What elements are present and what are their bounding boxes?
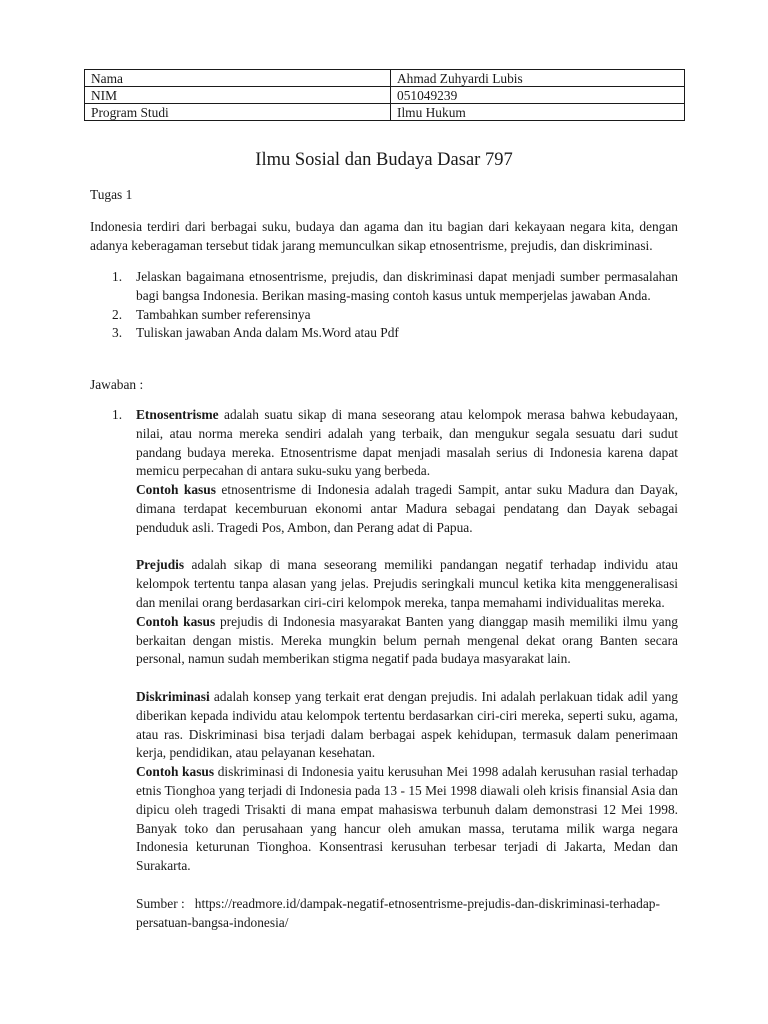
paragraph-gap	[136, 876, 678, 895]
case-label: Contoh kasus	[136, 482, 216, 498]
question-number: 2.	[112, 306, 123, 322]
student-info-table	[84, 69, 685, 121]
task-label: Tugas 1	[90, 187, 133, 202]
case-text: prejudis di Indonesia masyarakat Banten yang dianggap masih memiliki ilmu yang berkaitan dengan mistis. Mereka mungkin belum pernah mengenal dekat orang Banten secara personal, namun sudah memberikan stigma negatif pada budaya masyarakat lain.	[136, 613, 678, 667]
info-value-nim: 051049239	[391, 87, 685, 104]
diskriminasi-definition	[136, 688, 678, 763]
diskriminasi-case	[136, 763, 678, 876]
prejudis-definition	[136, 556, 678, 612]
intro-paragraph	[90, 218, 678, 256]
answer-number: 1.	[112, 407, 123, 422]
question-number: 1.	[112, 269, 123, 284]
case-label: Contoh kasus	[136, 613, 216, 629]
source-url: https://readmore.id/dampak-negatif-etnosentrisme-prejudis-dan-diskriminasi-terhadap-persatuan-bangsa-indonesia/	[136, 895, 660, 930]
term-diskriminasi: Diskriminasi	[136, 688, 210, 704]
question-list	[90, 268, 678, 343]
definition-text: adalah konsep yang terkait erat dengan prejudis. Ini adalah perlakuan tidak adil yang diberikan kepada individu atau kelompok tertentu berdasarkan ciri-ciri mereka, seperti suku, agama, atau ras. Diskriminasi bisa terjadi dalam berbagai aspek kehidupan, termasuk dalam penerimaan kerja, pendidikan, atau pelayanan kesehatan.	[136, 688, 678, 761]
prejudis-case	[136, 613, 678, 669]
info-label-nim: NIM	[85, 87, 391, 104]
question-text: Jelaskan bagaimana etnosentrisme, prejudis, dan diskriminasi dapat menjadi sumber permasalahan bagi bangsa Indonesia. Berikan masing-masing contoh kasus untuk memperjelas jawaban Anda.	[136, 269, 678, 303]
list-item	[90, 306, 678, 325]
term-etnosentrisme: Etnosentrisme	[136, 407, 219, 422]
question-text: Tuliskan jawaban Anda dalam Ms.Word atau Pdf	[136, 325, 399, 341]
list-item	[90, 268, 678, 306]
source-label: Sumber :	[136, 895, 185, 911]
source-reference	[136, 895, 678, 933]
table-row	[85, 70, 685, 87]
definition-text: adalah suatu sikap di mana seseorang atau kelompok merasa bahwa kebudayaan, nilai, atau norma mereka sendiri adalah yang terbaik, dan mengukur segala sesuatu dari sudut pandang budaya mereka. Etnosentrisme dapat menjadi masalah serius di Indonesia karena dapat memicu perpecahan di antara suku-suku yang berbeda.	[136, 407, 678, 479]
info-label-program: Program Studi	[85, 104, 391, 121]
table-row	[85, 87, 685, 104]
question-number: 3.	[112, 325, 123, 341]
paragraph-gap	[136, 538, 678, 557]
info-value-name: Ahmad Zuhyardi Lubis	[391, 70, 685, 87]
document-title: Ilmu Sosial dan Budaya Dasar 797	[255, 150, 513, 170]
info-label-name: Nama	[85, 70, 391, 87]
intro-text: Indonesia terdiri dari berbagai suku, budaya dan agama dan itu bagian dari kekayaan negara kita, dengan adanya keberagaman tersebut tidak jarang memunculkan sikap etnosentrisme, prejudis, dan diskriminasi.	[90, 219, 678, 253]
etnosentrisme-case	[136, 481, 678, 537]
term-prejudis: Prejudis	[136, 557, 185, 573]
list-item	[90, 324, 678, 343]
answer-list	[90, 406, 678, 932]
question-text: Tambahkan sumber referensinya	[136, 306, 311, 322]
etnosentrisme-definition	[136, 406, 678, 481]
info-value-program: Ilmu Hukum	[391, 104, 685, 121]
case-text: etnosentrisme di Indonesia adalah tragedi Sampit, antar suku Madura dan Dayak, dimana terdapat kecemburuan ekonomi antar Madura sebagai pendatang dan Dayak sebagai penduduk asli. Tragedi Pos, Ambon, dan Perang adat di Papua.	[136, 482, 678, 535]
case-label: Contoh kasus	[136, 764, 215, 780]
case-text: diskriminasi di Indonesia yaitu kerusuhan Mei 1998 adalah kerusuhan rasial terhadap etnis Tionghoa yang terjadi di Indonesia pada 13 - 15 Mei 1998 diawali oleh krisis finansial Asia dan dipicu oleh tragedi Trisakti di mana empat mahasiswa terbunuh dalam demonstrasi 12 Mei 1998. Banyak toko dan perusahaan yang hancur oleh amukan massa, terutama milik warga negara Indonesia keturunan Tionghoa. Konsentrasi kerusuhan terbesar terjadi di Jakarta, Medan dan Surakarta.	[136, 764, 678, 874]
definition-text: adalah sikap di mana seseorang memiliki pandangan negatif terhadap individu atau kelompok tertentu tanpa alasan yang jelas. Prejudis seringkali muncul ketika kita menggeneralisasi dan menilai orang berdasarkan ciri-ciri kelompok mereka, tanpa memahami individualitas mereka.	[136, 557, 678, 610]
answer-label: Jawaban :	[90, 377, 144, 392]
table-row	[85, 104, 685, 121]
paragraph-gap	[136, 669, 678, 688]
list-item	[90, 406, 678, 932]
